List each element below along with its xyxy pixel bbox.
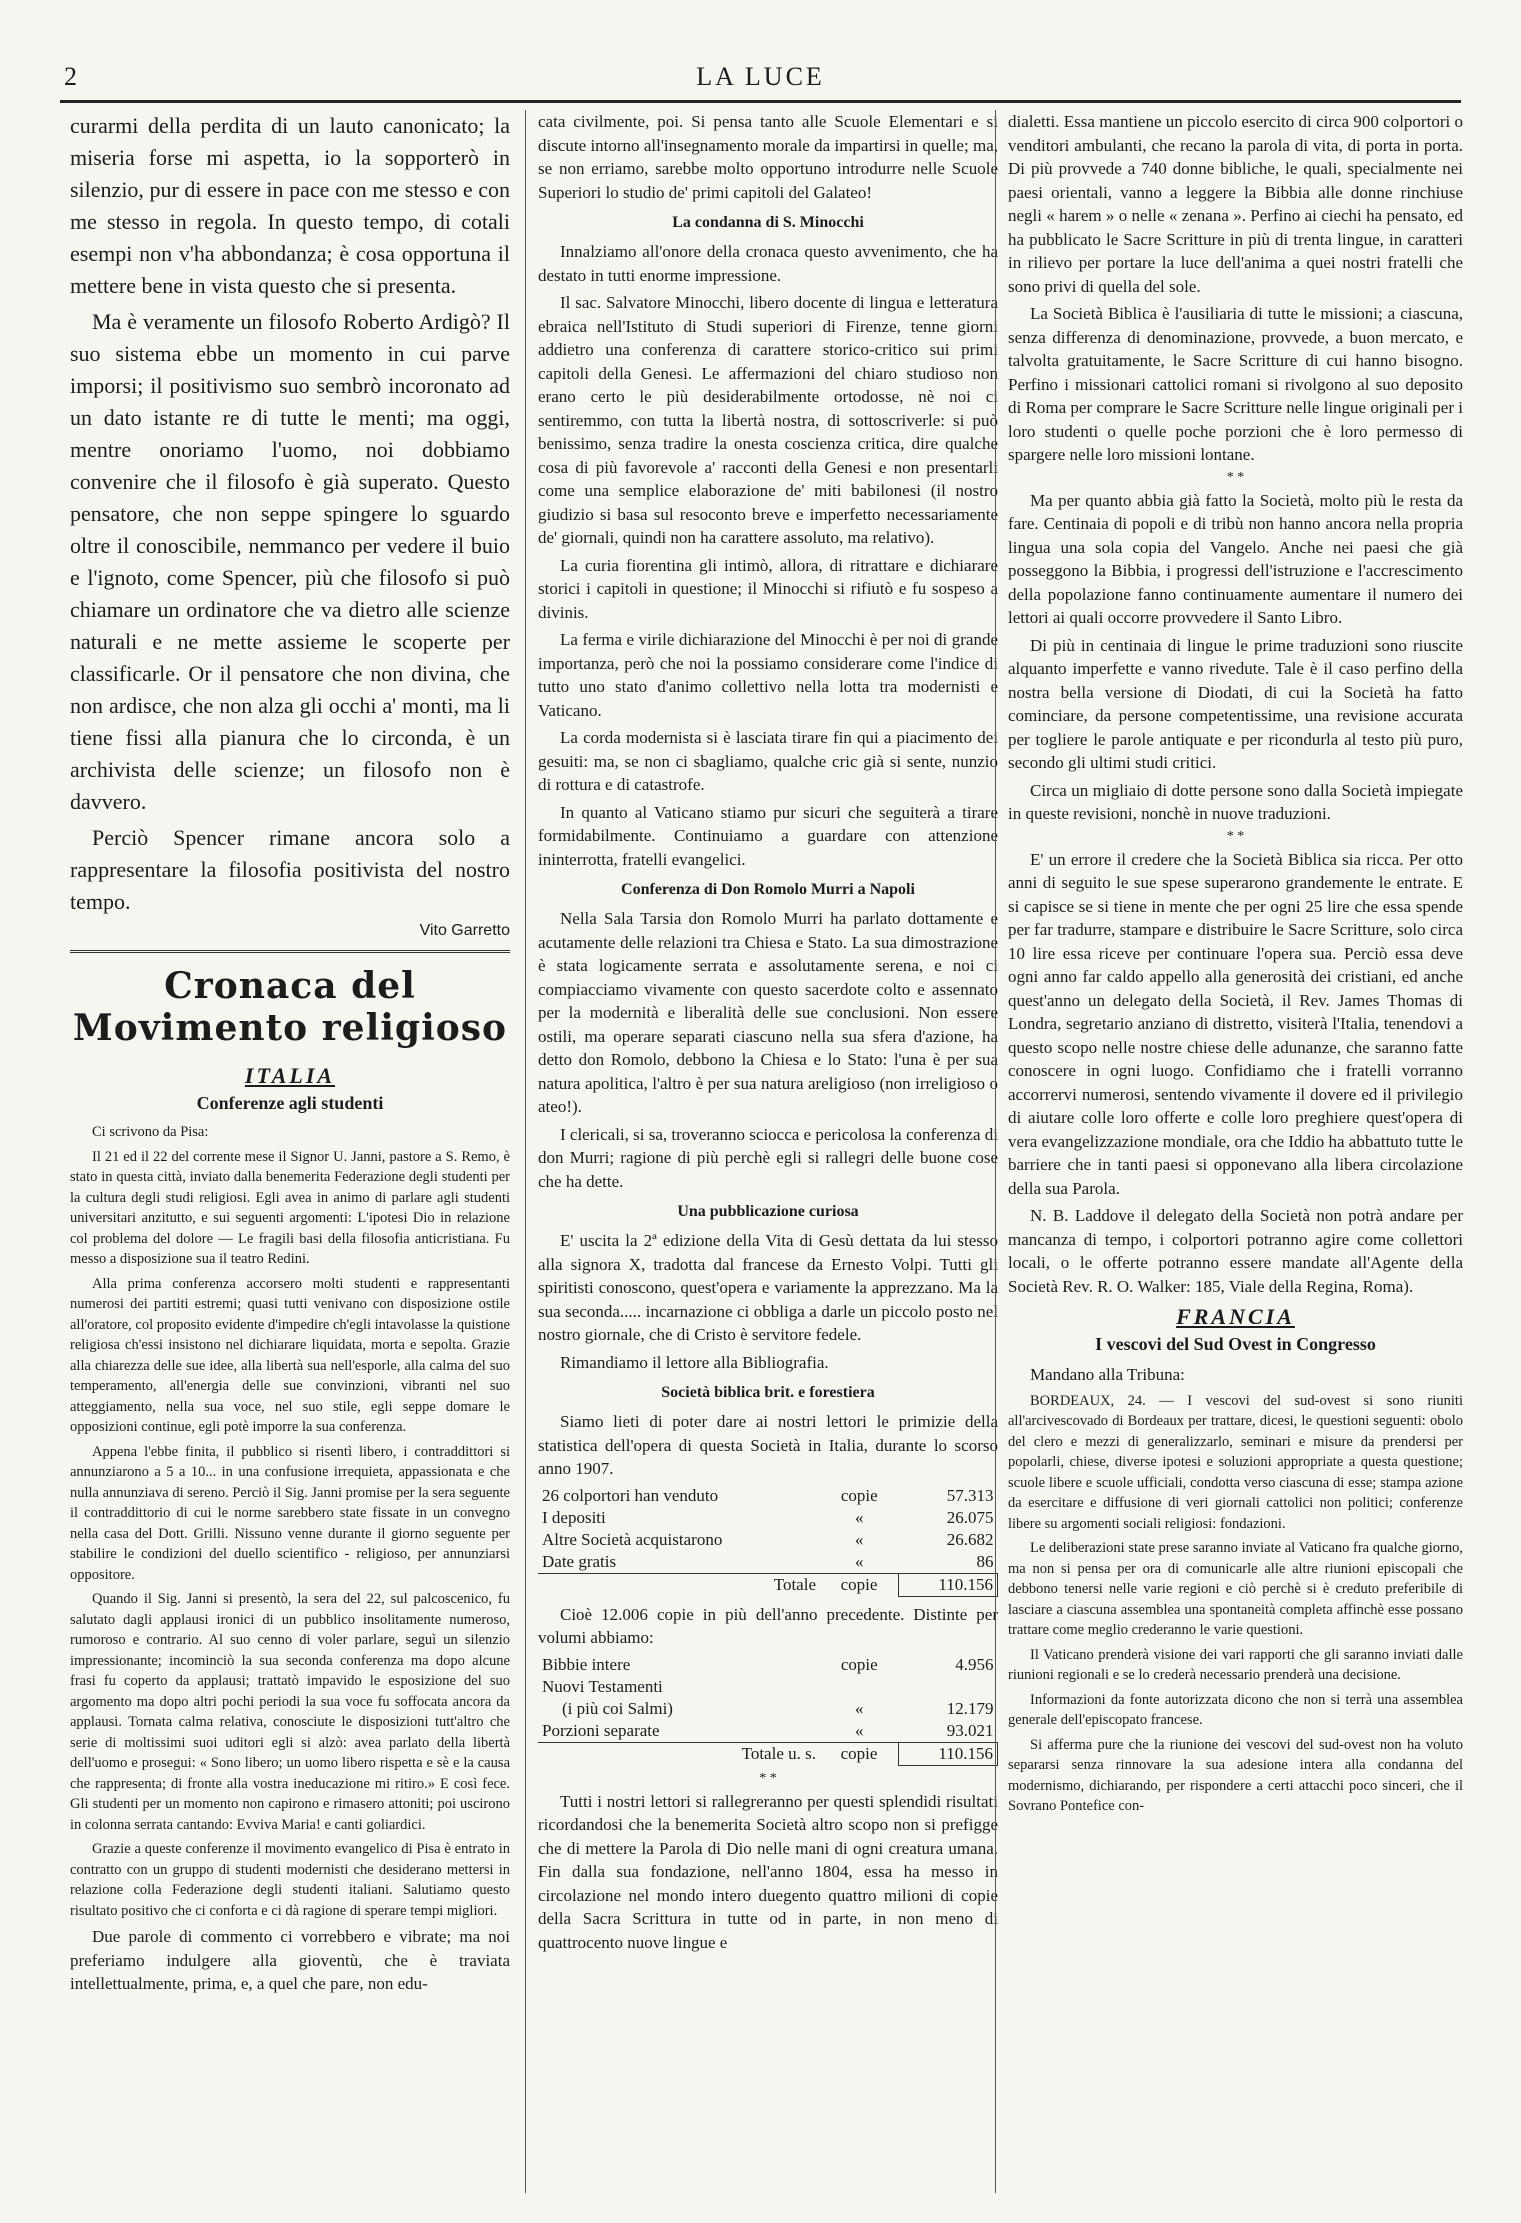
page-number: 2: [64, 62, 77, 91]
paragraph: Innalziamo all'onore della cronaca questo avvenimento, che ha destato in tutti enorme impressione.: [538, 242, 998, 285]
paragraph: Siamo lieti di poter dare ai nostri lettori le primizie della statistica dell'opera di questa Società in Italia, durante lo scorso anno 1907.: [538, 1412, 998, 1478]
asterism-separator: * *: [1226, 469, 1245, 485]
table-total-row: [538, 1573, 998, 1596]
paragraph: In quanto al Vaticano stiamo pur sicuri che seguiterà a tirare formidabilmente. Continuiamo a guardare con attenzione ininterrotta, fratelli evangelici.: [538, 802, 998, 869]
total-unit: copie: [820, 1742, 899, 1765]
paragraph: cata civilmente, poi. Si pensa tanto alle Scuole Elementari e si discute intorno all'insegnamento morale da impartirsi in quelle; ma, se non erriamo, sarebbe molto opportuno introdurre nelle Scuole Superiori lo studio de' primi capitoli del Galateo!: [538, 112, 998, 202]
paragraph: Si afferma pure che la riunione dei vescovi del sud-ovest non ha voluto separarsi senza rinnovare la sua adesione intera alla condanna del modernismo, dichiarando, per rispondere a certi attacchi poco sinceri, che il Sovrano Pontefice con-: [1008, 1736, 1463, 1814]
total-value: 110.156: [899, 1742, 998, 1765]
paragraph: Rimandiamo il lettore alla Bibliografia.: [560, 1352, 829, 1372]
asterism-separator: * *: [1226, 828, 1245, 844]
paragraph: Le deliberazioni state prese saranno inviate al Vaticano fra qualche giorno, ma non si pensa per ora di comunicarle alle altre riunioni episcopali che debbono tenersi nelle varie regioni e ciò perchè si è creduto preferibile di lasciare a ciascuna assemblea una spontaneità completa affinchè esse possano trattare come meglio crederanno le varie questioni.: [1008, 1540, 1463, 1638]
statistics-table: [538, 1485, 998, 1597]
article-intro: Mandano alla Tribuna:: [1030, 1365, 1185, 1384]
column-1: [70, 110, 510, 2193]
paragraph: I clericali, si sa, troveranno sciocca e pericolosa la conferenza di don Murri; ragione di più perchè egli si rallegri delle buone cose che ha dette.: [538, 1124, 998, 1191]
row-value: 86: [976, 1551, 994, 1571]
article-title: Società biblica brit. e forestiera: [661, 1384, 875, 1401]
total-label: Totale: [538, 1573, 820, 1596]
row-label: Nuovi Testamenti: [542, 1676, 663, 1696]
table-row: [538, 1551, 998, 1574]
row-value: 26.075: [946, 1507, 994, 1527]
paragraph: N. B. Laddove il delegato della Società non potrà andare per mancanza di tempo, i colportori potranno agire come collettori locali, o le offerte potranno essere mandate all'Agente della Società Rev. R. O. Walker: 185, Viale della Regina, Roma).: [1008, 1206, 1463, 1296]
paragraph: Informazioni da fonte autorizzata dicono che non si terrà una assemblea generale dell'episcopato francese.: [1008, 1691, 1463, 1728]
region-heading: ITALIA: [244, 1063, 336, 1088]
region-heading: FRANCIA: [1176, 1304, 1295, 1329]
row-unit: copie: [840, 1485, 878, 1505]
paragraph: Nella Sala Tarsia don Romolo Murri ha parlato dottamente e acutamente delle relazioni tra Chiesa e Stato. La sua dimostrazione è stata logicamente serrata e assolutamente serena, e noi ci compiacciamo vivamente con questo sacerdote colto e assennato per la modernità e liberalità delle sue conclusioni. Non essere ostili, ma operare separati ciascuno nella sua sfera d'azione, ha detto don Romolo, debbono la Chiesa e lo Stato: l'una è per sua natura apolitica, l'altro è per sua natura areligioso (non irreligioso o ateo!).: [538, 909, 998, 1116]
total-unit: copie: [820, 1573, 899, 1596]
paragraph: Ma per quanto abbia già fatto la Società, molto più le resta da fare. Centinaia di popoli e di tribù non hanno ancora nella propria lingua una sola copia del Vangelo. Anche nei paesi che già posseggono la Bibbia, i progressi dell'istruzione e l'accrescimento della popolazione fanno continuamente aumentare il numero dei lettori ai quali occorre provvedere il Santo Libro.: [1008, 490, 1463, 627]
paragraph: Il sac. Salvatore Minocchi, libero docente di lingua e letteratura ebraica nell'Istituto di Studi superiori di Firenze, tenne giorni addietro una conferenza di carattere storico-critico sui primi capitoli della Genesi. Le affermazioni del chiaro studioso non erano certo le più desiderabilmente ortodosse, nè noi ci sentiremmo, con tutta la libertà nostra, di sottoscriverle: si può benissimo, senza tradire la onesta coscienza critica, dire qualche cosa di più favorevole a' racconti della Genesi e non presentarli come una semplice elaborazione de' miti babilonesi (il nostro giudizio si basa sul resoconto breve e imperfetto necessariamente de' giornali, quindi non ha carattere assoluto, ma relativo).: [538, 293, 998, 547]
table-row: [538, 1529, 998, 1551]
table-row: [538, 1676, 998, 1698]
paragraph: Due parole di commento ci vorrebbero e vibrate; ma noi preferiamo indulgere alla gioventù, che è traviata intellettualmente, prima, e, a quel che pare, non edu-: [70, 1927, 510, 1993]
author-signature: Vito Garretto: [419, 922, 510, 939]
table-row: [538, 1507, 998, 1529]
row-label: 26 colportori han venduto: [542, 1485, 719, 1505]
row-unit: «: [855, 1698, 864, 1718]
asterism-separator: * *: [759, 1770, 777, 1786]
row-value: 57.313: [946, 1485, 994, 1505]
total-value: 110.156: [899, 1573, 998, 1596]
paragraph: E' un errore il credere che la Società Biblica sia ricca. Per otto anni di seguito le sue spese superarono grandemente le entrate. E si capisce se si tiene in mente che per ogni 25 lire che essa spende per far tradurre, stampare e distribuire le Sacre Scritture, solo circa 10 lire essa riceve per continuare l'opera sua. Perciò essa deve ogni anno far caldo appello alla generosità dei cristiani, ed anche quest'anno un delegato della Società, il Rev. James Thomas di Londra, segretario anziano di distretto, visiterà l'Italia, tenendovi a questo scopo nelle nostre chiese delle adunanze, che saranno fatte conoscere in ogni luogo. Confidiamo che i fratelli vorranno accorrervi numerosi, sentendo vivamente il dovere ed il privilegio di aiutare colle loro offerte e colle loro preghiere quest'opera di vera evangelizzazione mondiale, ora che Iddio ha abbattuto tutte le barriere che in tanti paesi si opponevano alla libera circolazione della sua Parola.: [1008, 849, 1463, 1198]
table-row: [538, 1698, 998, 1720]
paragraph: Di più in centinaia di lingue le prime traduzioni sono riuscite alquanto imperfette e vanno rivedute. Tale è il caso perfino della nostra bella versione di Diodati, di cui la Società ha fatto cominciare, da persone competentissime, una revisione accurata per togliere le parole antiquate e per ricondurla al testo più puro, secondo gli ultimi studi critici.: [1008, 635, 1463, 772]
row-unit: «: [855, 1551, 864, 1571]
article-title: I vescovi del Sud Ovest in Congresso: [1095, 1334, 1376, 1354]
column-3: [995, 110, 1463, 2193]
paragraph: Il 21 ed il 22 del corrente mese il Signor U. Janni, pastore a S. Remo, è stato in questa città, inviato dalla benemerita Federazione degli studenti per la cultura degli studi religiosi. Egli avea in animo di parlare agli studenti universitari anzitutto, e sui seguenti argomenti: L'ipotesi Dio in relazione col problema del dolore — Le fragili basi della filosofia anticristiana. Fu messo a disposizione sua il teatro Redini.: [70, 1148, 510, 1267]
row-label: Porzioni separate: [542, 1720, 660, 1740]
column-2: [525, 110, 998, 2193]
row-unit: [820, 1676, 899, 1698]
paragraph: La ferma e virile dichiarazione del Minocchi è per noi di grande importanza, però che noi la possiamo considerare come l'indice di tutto uno stato d'animo collettivo nella lotta tra modernisti e Vaticano.: [538, 630, 998, 720]
statistics-table: [538, 1654, 998, 1766]
row-value: 12.179: [946, 1698, 994, 1718]
paragraph: Cioè 12.006 copie in più dell'anno precedente. Distinte per volumi abbiamo:: [538, 1604, 998, 1647]
table-row: [538, 1654, 998, 1676]
paragraph: E' uscita la 2ª edizione della Vita di Gesù dettata da lui stesso alla signora X, tradotta dal francese da Ernesto Volpi. Tutti gli spiritisti conoscono, quest'opera e variamente la apprezzano. Ma la sua seconda..... incarnazione ci obbliga a darle un piccolo posto nel nostro giornale, che di Cristo è servitore fedele.: [538, 1231, 998, 1344]
row-value: 4.956: [955, 1654, 994, 1674]
paragraph: Circa un migliaio di dotte persone sono dalla Società impiegate in queste revisioni, nonchè in nuove traduzioni.: [1008, 780, 1463, 823]
table-row: [538, 1485, 998, 1507]
paragraph: dialetti. Essa mantiene un piccolo esercito di circa 900 colportori o venditori ambulanti, che recano la parola di vita, di porta in porta. Di più provvede a 740 donne bibliche, le quali, specialmente nei paesi orientali, vanno a leggere la Bibbia alle donne rinchiuse negli « harem » o nelle « zenana ». Perfino ai ciechi ha pensato, ed ha pubblicato le Sacre Scritture in più di trenta lingue, in caratteri in rilievo per portare la luce dell'anima a quei nostri fratelli che sono privi di quella del sole.: [1008, 112, 1463, 296]
paragraph: BORDEAUX, 24. — I vescovi del sud-ovest si sono riuniti all'arcivescovado di Bordeaux per trattare, dicesi, le questioni seguenti: obolo del clero e mezzi di generalizzarlo, seminari e misure da prendersi per popolarli, chiese, diverse ipotesi e soluzioni appropriate a questa questione; scuole libere e scuole ufficiali, condotta verso ciascuna di esse; stampa azione da esercitare e diffusione di veri giornali cattolici non politici; conferenze libere su argomenti sociali religiosi: fondazioni.: [1008, 1392, 1463, 1532]
row-value: [899, 1676, 998, 1698]
row-unit: copie: [840, 1654, 878, 1674]
section-divider: [70, 950, 510, 953]
table-row: [538, 1720, 998, 1743]
table-total-row: [538, 1742, 998, 1765]
paragraph: Tutti i nostri lettori si rallegreranno per questi splendidi risultati ricordandosi che la benemerita Società altro scopo non si prefigge che di mettere la Parola di Dio nelle mani di ogni creatura umana. Fin dalla sua fondazione, nell'anno 1804, essa ha messo in circolazione nel mondo intero duegento quattro milioni di copie della Sacra Scrittura in tutte od in parte, in non meno di quattrocento nuove lingue e: [538, 1791, 998, 1952]
total-label: Totale u. s.: [538, 1742, 820, 1765]
row-label: (i più coi Salmi): [562, 1698, 673, 1718]
row-label: I depositi: [542, 1507, 606, 1527]
paragraph: La curia fiorentina gli intimò, allora, di ritrattare e dichiarare storici i capitoli in questione; il Minocchi si rifiutò e fu sospeso a divinis.: [538, 555, 998, 622]
paragraph: Il Vaticano prenderà visione dei vari rapporti che gli saranno inviati dalle riunioni regionali e se lo crederà necessario prenderà una decisione.: [1008, 1646, 1463, 1683]
paragraph: Appena l'ebbe finita, il pubblico si risentì libero, i contraddittori si annunziarono a 5 a 10... in una confusione irrequieta, appassionata e che nulla annunziava di sereno. Perciò il Sig. Janni promise per la sera seguente il contraddittorio di cui le norme sarebbero state fissate in un convegno nella casa del Dott. Grilli. Nissuno venne durante il giorno seguente per stabilire le condizioni del duello scientifico - religioso, per annunziarsi oppositore.: [70, 1443, 510, 1583]
row-label: Date gratis: [542, 1551, 617, 1571]
row-value: 26.682: [946, 1529, 994, 1549]
article-title: Una pubblicazione curiosa: [677, 1203, 859, 1220]
row-label: Altre Società acquistarono: [542, 1529, 723, 1549]
section-title: Cronaca del Movimento religioso: [72, 965, 508, 1049]
article-title: La condanna di S. Minocchi: [672, 214, 864, 231]
paragraph: curarmi della perdita di un lauto canonicato; la miseria forse mi aspetta, io la sopporterò in silenzio, pur di essere in pace con me stesso e con me stesso in regola. In questo tempo, di cotali esempi non v'ha abbondanza; è cosa opportuna il mettere bene in vista questo che si presenta.: [70, 113, 510, 298]
paragraph: Perciò Spencer rimane ancora solo a rappresentare la filosofia positivista del nostro tempo.: [70, 825, 510, 914]
paragraph: Grazie a queste conferenze il movimento evangelico di Pisa è entrato in contratto con un gruppo di studenti modernisti che desiderano mettersi in relazione colla Federazione degli studenti italiani. Salutiamo questo risultato positivo che ci conforta e ci dà ragione di sperare tempi migliori.: [70, 1841, 510, 1919]
paragraph: La Società Biblica è l'ausiliaria di tutte le missioni; a ciascuna, senza differenza di denominazione, provvede, a buon mercato, e talvolta gratuitamente, le Sacre Scritture di cui hanno bisogno. Perfino i missionari cattolici romani si rivolgono al suo deposito di Roma per comprare le Sacre Scritture nelle lingue originali per i loro studenti o quelle poche porzioni che è loro permesso di spargere nelle loro missioni lontane.: [1008, 304, 1463, 464]
paragraph: Quando il Sig. Janni si presentò, la sera del 22, sul palcoscenico, fu salutato dagli applausi ironici di un pubblico insolitamente numeroso, rumoroso e contrario. Al suo cenno di voler parlare, seguì un silenzio impressionante; incominciò la sua seconda conferenza ma dopo alcune frasi fu coperto da applausi; trattatò impavido le esposizione del suo argomento ma dopo altri pochi periodi la sua voce fu soffocata ancora da applausi. Tornata calma relativa, conosciute le disposizioni tutt'altro che serie di moltissimi suoi uditori egli si alzò: avea parlato della libertà dell'uomo e prosegui: « Sono libero; un uomo libero rispetta e sè e la causa che rappresenta; di fronte alla vostra ineducazione mi ritiro.» E così fece. Gli studenti per un momento non capirono e rimasero attoniti; poi uscirono in colonna serrata cantando: Evviva Maria! e canti goliardici.: [70, 1591, 510, 1833]
paragraph: La corda modernista si è lasciata tirare fin qui a piacimento dei gesuiti: ma, se non ci sbagliamo, qualche cric già si sente, nunzio di rottura e di catastrofe.: [538, 728, 998, 794]
header-rule: [60, 100, 1461, 103]
article-intro: Ci scrivono da Pisa:: [92, 1124, 209, 1140]
article-title: Conferenza di Don Romolo Murri a Napoli: [621, 881, 915, 898]
row-label: Bibbie intere: [542, 1654, 631, 1674]
row-unit: «: [855, 1529, 864, 1549]
paragraph: Alla prima conferenza accorsero molti studenti e rappresentanti numerosi dei partiti estremi; quasi tutti venivano con disposizione ostile all'oratore, col proposito evidente d'impedire ch'egli intavolasse la quistione religiosa ch'essi insistono nel dichiarare liquidata, morta e sepolta. Grazie alla chiarezza delle sue idee, alla libertà sua nell'esporle, alla calma del suo temperamento, all'energia delle sue convinzioni, vibranti nel suo atteggiamento, nella sua voce, nel suo stile, egli seppe domare le opposizioni continue, egli potè imporre la sua conferenza.: [70, 1275, 510, 1435]
row-unit: «: [855, 1720, 864, 1740]
masthead-title: LA LUCE: [696, 62, 825, 91]
article-title: Conferenze agli studenti: [196, 1093, 384, 1113]
row-value: 93.021: [946, 1720, 994, 1740]
paragraph: Ma è veramente un filosofo Roberto Ardigò? Il suo sistema ebbe un momento in cui parve imporsi; il positivismo suo sembrò incoronato ad un dato istante re di tutte le menti; ma oggi, mentre onoriamo l'uomo, noi dobbiamo convenire che il filosofo è già superato. Questo pensatore, che non seppe spingere lo sguardo oltre il conoscibile, nemmanco per vedere il buio e l'ignoto, come Spencer, più che filosofo si può chiamare un ordinatore che va dietro alle scienze naturali e ne mette assieme le scoperte per classificarle. Or il pensatore che non divina, che non ardisce, che non alza gli occhi a' monti, ma li tiene fissi alla pianura che lo circonda, è un archivista delle scienze; un filosofo non è davvero.: [70, 309, 510, 814]
row-unit: «: [855, 1507, 864, 1527]
